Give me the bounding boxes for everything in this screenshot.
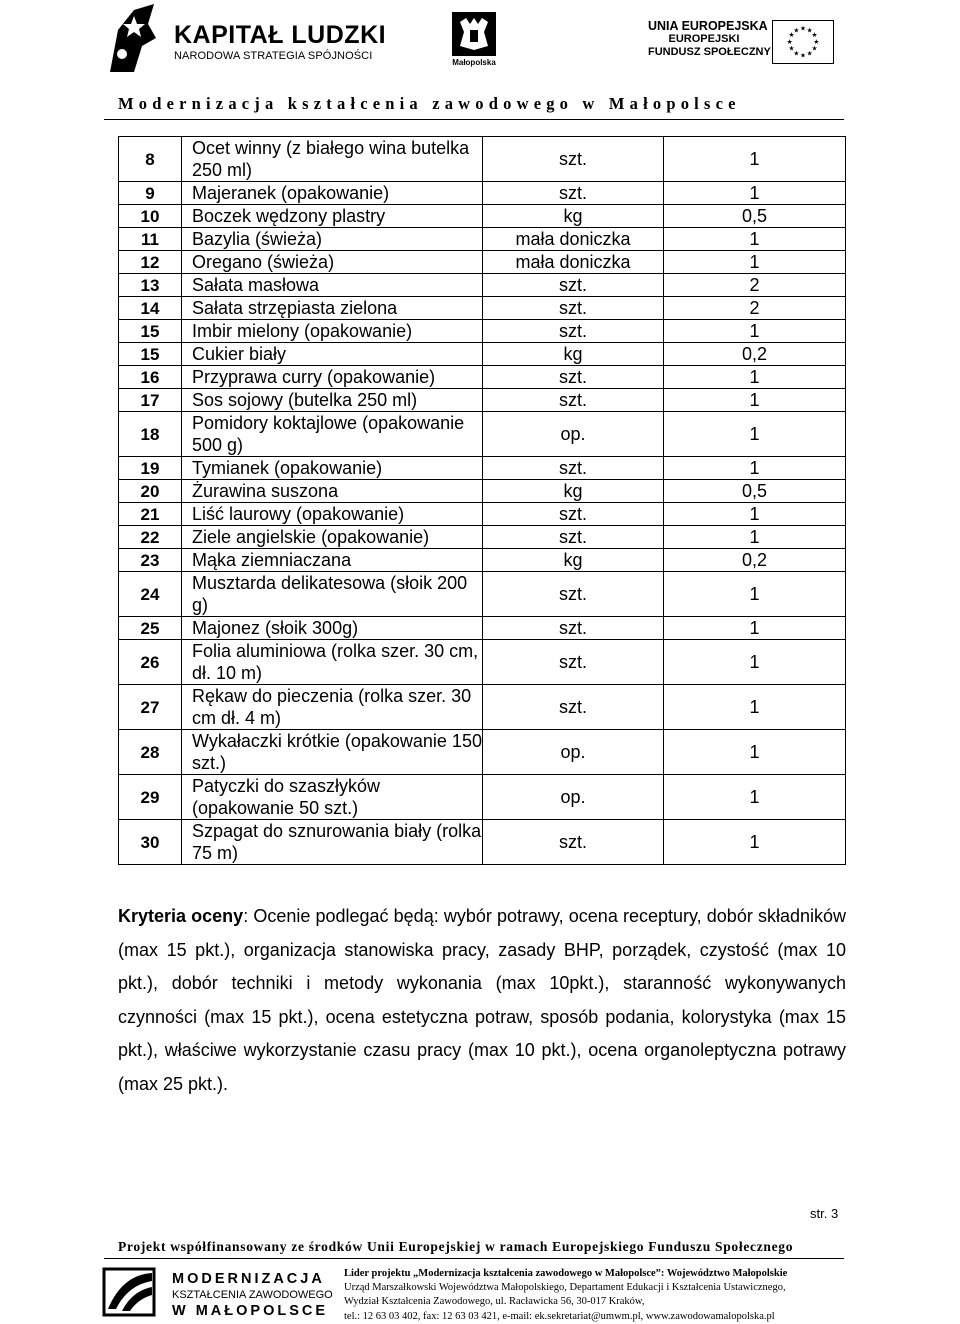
- row-number: 11: [119, 228, 182, 251]
- item-unit: szt.: [483, 572, 664, 617]
- leader-line-2: Urząd Marszałkowski Województwa Małopolskiego, Departament Edukacji i Kształcenia Ustawicznego,: [344, 1282, 786, 1294]
- header-divider: [104, 119, 844, 120]
- item-quantity: 1: [664, 228, 846, 251]
- item-unit: szt.: [483, 182, 664, 205]
- item-unit: szt.: [483, 366, 664, 389]
- item-name: Majonez (słoik 300g): [182, 617, 483, 640]
- table-row: [119, 389, 846, 412]
- table-row: [119, 182, 846, 205]
- criteria-text: : Ocenie podlegać będą: wybór potrawy, ocena receptury, dobór składników (max 15 pkt.), organizacja stanowiska pracy, zasady BHP, porządek, czystość (max 10 pkt.), dobór techniki i metody wykonania (max 10pkt.), staranność wykonywanych czynności (max 15 pkt.), ocena estetyczna potraw, sposób podania, kolorystyka (max 15 pkt.), właściwe wykorzystanie czasu pracy (max 10 pkt.), ocena organoleptyczna potrawy (max 25 pkt.).: [118, 906, 846, 1094]
- eu-line-3: FUNDUSZ SPOŁECZNY: [648, 46, 771, 58]
- row-number: 15: [119, 320, 182, 343]
- row-number: 27: [119, 685, 182, 730]
- leader-line-3: Wydział Kształcenia Zawodowego, ul. Racławicka 56, 30-017 Kraków,: [344, 1296, 645, 1308]
- item-name: Sos sojowy (butelka 250 ml): [182, 389, 483, 412]
- table-row: [119, 730, 846, 775]
- table-row: [119, 549, 846, 572]
- item-quantity: 1: [664, 685, 846, 730]
- item-name: Patyczki do szaszłyków (opakowanie 50 szt.): [182, 775, 483, 820]
- item-quantity: 2: [664, 297, 846, 320]
- row-number: 28: [119, 730, 182, 775]
- item-name: Oregano (świeża): [182, 251, 483, 274]
- item-quantity: 1: [664, 503, 846, 526]
- eu-line-1: UNIA EUROPEJSKA: [648, 19, 768, 33]
- table-row: [119, 457, 846, 480]
- item-unit: kg: [483, 205, 664, 228]
- leader-line-4: tel.: 12 63 03 402, fax: 12 63 03 421, e-mail: ek.sekretariat@umwm.pl, www.zawodowamalopolska.pl: [344, 1310, 775, 1322]
- kapital-ludzki-logo: [104, 2, 387, 78]
- item-name: Musztarda delikatesowa (słoik 200 g): [182, 572, 483, 617]
- item-name: Majeranek (opakowanie): [182, 182, 483, 205]
- row-number: 23: [119, 549, 182, 572]
- item-unit: szt.: [483, 297, 664, 320]
- item-name: Szpagat do sznurowania biały (rolka 75 m): [182, 820, 483, 865]
- eu-flag-icon: [772, 20, 834, 64]
- item-unit: op.: [483, 730, 664, 775]
- malopolska-label: Małopolska: [452, 58, 496, 67]
- item-name: Ocet winny (z białego wina butelka 250 ml): [182, 137, 483, 182]
- table-row: [119, 274, 846, 297]
- table-row: [119, 572, 846, 617]
- item-unit: szt.: [483, 685, 664, 730]
- item-name: Boczek wędzony plastry: [182, 205, 483, 228]
- item-name: Liść laurowy (opakowanie): [182, 503, 483, 526]
- table-row: [119, 343, 846, 366]
- item-unit: kg: [483, 343, 664, 366]
- row-number: 16: [119, 366, 182, 389]
- item-quantity: 1: [664, 137, 846, 182]
- eu-text: [648, 19, 771, 59]
- svg-text:★: ★: [806, 49, 813, 58]
- table-row: [119, 503, 846, 526]
- item-name: Mąka ziemniaczana: [182, 549, 483, 572]
- modernizacja-line-3: W MAŁOPOLSCE: [172, 1303, 329, 1319]
- ingredients-table: [118, 136, 846, 865]
- item-quantity: 1: [664, 457, 846, 480]
- item-quantity: 1: [664, 251, 846, 274]
- modernizacja-logo: [102, 1265, 332, 1323]
- row-number: 26: [119, 640, 182, 685]
- item-name: Wykałaczki krótkie (opakowanie 150 szt.): [182, 730, 483, 775]
- malopolska-emblem-icon: [452, 12, 496, 56]
- item-quantity: 1: [664, 775, 846, 820]
- evaluation-criteria: [118, 900, 846, 1102]
- item-name: Ziele angielskie (opakowanie): [182, 526, 483, 549]
- row-number: 9: [119, 182, 182, 205]
- item-quantity: 1: [664, 730, 846, 775]
- leader-line-1: Lider projektu „Modernizacja kształcenia zawodowego w Małopolsce”: Województwo Małopolskie: [344, 1268, 788, 1279]
- item-quantity: 1: [664, 389, 846, 412]
- item-quantity: 1: [664, 640, 846, 685]
- item-unit: szt.: [483, 640, 664, 685]
- item-unit: op.: [483, 775, 664, 820]
- item-quantity: 1: [664, 617, 846, 640]
- item-quantity: 1: [664, 820, 846, 865]
- row-number: 24: [119, 572, 182, 617]
- item-name: Sałata strzępiasta zielona: [182, 297, 483, 320]
- modernizacja-emblem-icon: [102, 1265, 160, 1319]
- malopolska-logo: [446, 12, 502, 72]
- modernizacja-line-2: KSZTAŁCENIA ZAWODOWEGO: [172, 1289, 333, 1301]
- table-row: [119, 297, 846, 320]
- footer-divider: [104, 1258, 844, 1259]
- item-name: Żurawina suszona: [182, 480, 483, 503]
- item-name: Pomidory koktajlowe (opakowanie 500 g): [182, 412, 483, 457]
- item-quantity: 0,2: [664, 549, 846, 572]
- item-quantity: 2: [664, 274, 846, 297]
- item-quantity: 1: [664, 182, 846, 205]
- table-row: [119, 685, 846, 730]
- row-number: 10: [119, 205, 182, 228]
- item-unit: op.: [483, 412, 664, 457]
- table-row: [119, 251, 846, 274]
- item-name: Przyprawa curry (opakowanie): [182, 366, 483, 389]
- criteria-label: Kryteria oceny: [118, 906, 244, 926]
- item-unit: szt.: [483, 274, 664, 297]
- table-row: [119, 526, 846, 549]
- row-number: 17: [119, 389, 182, 412]
- svg-text:★: ★: [788, 31, 795, 40]
- table-row: [119, 205, 846, 228]
- item-unit: szt.: [483, 457, 664, 480]
- svg-text:★: ★: [788, 44, 795, 53]
- item-quantity: 1: [664, 366, 846, 389]
- table-row: [119, 320, 846, 343]
- item-name: Tymianek (opakowanie): [182, 457, 483, 480]
- svg-text:★: ★: [800, 51, 806, 60]
- item-name: Cukier biały: [182, 343, 483, 366]
- modernizacja-line-1: MODERNIZACJA: [172, 1271, 325, 1287]
- table-row: [119, 820, 846, 865]
- table-row: [119, 640, 846, 685]
- table-row: [119, 617, 846, 640]
- item-unit: mała doniczka: [483, 228, 664, 251]
- row-number: 18: [119, 412, 182, 457]
- row-number: 14: [119, 297, 182, 320]
- item-name: Folia aluminiowa (rolka szer. 30 cm, dł. 10 m): [182, 640, 483, 685]
- footer-cofinancing-note: Projekt współfinansowany ze środków Unii Europejskiej w ramach Europejskiego Funduszu Społecznego: [118, 1239, 794, 1254]
- item-quantity: 1: [664, 526, 846, 549]
- item-unit: szt.: [483, 617, 664, 640]
- kl-title: KAPITAŁ LUDZKI: [174, 21, 387, 49]
- eu-logo: [648, 20, 848, 66]
- item-quantity: 0,2: [664, 343, 846, 366]
- item-name: Sałata masłowa: [182, 274, 483, 297]
- svg-text:★: ★: [813, 37, 820, 46]
- svg-text:★: ★: [793, 26, 800, 35]
- table-row: [119, 412, 846, 457]
- item-name: Imbir mielony (opakowanie): [182, 320, 483, 343]
- svg-text:★: ★: [800, 24, 806, 33]
- header-project-title: Modernizacja kształcenia zawodowego w Małopolsce: [118, 94, 741, 113]
- item-quantity: 1: [664, 572, 846, 617]
- item-quantity: 0,5: [664, 205, 846, 228]
- row-number: 20: [119, 480, 182, 503]
- ingredients-table-body: [119, 137, 846, 865]
- item-unit: kg: [483, 549, 664, 572]
- row-number: 8: [119, 137, 182, 182]
- svg-text:★: ★: [786, 37, 793, 46]
- item-quantity: 0,5: [664, 480, 846, 503]
- item-unit: kg: [483, 480, 664, 503]
- table-row: [119, 137, 846, 182]
- row-number: 15: [119, 343, 182, 366]
- item-unit: szt.: [483, 526, 664, 549]
- row-number: 25: [119, 617, 182, 640]
- row-number: 19: [119, 457, 182, 480]
- item-unit: szt.: [483, 137, 664, 182]
- kapital-ludzki-emblem-icon: [104, 2, 160, 74]
- table-row: [119, 366, 846, 389]
- item-unit: szt.: [483, 503, 664, 526]
- kl-subtitle: NARODOWA STRATEGIA SPÓJNOŚCI: [174, 50, 373, 62]
- item-unit: szt.: [483, 389, 664, 412]
- item-unit: mała doniczka: [483, 251, 664, 274]
- svg-text:★: ★: [806, 26, 813, 35]
- item-quantity: 1: [664, 320, 846, 343]
- row-number: 29: [119, 775, 182, 820]
- row-number: 30: [119, 820, 182, 865]
- table-row: [119, 775, 846, 820]
- item-quantity: 1: [664, 412, 846, 457]
- item-name: Bazylia (świeża): [182, 228, 483, 251]
- svg-text:★: ★: [811, 44, 818, 53]
- row-number: 12: [119, 251, 182, 274]
- item-unit: szt.: [483, 820, 664, 865]
- project-leader-info: [344, 1267, 856, 1324]
- table-row: [119, 480, 846, 503]
- eu-line-2: EUROPEJSKI: [668, 33, 740, 45]
- table-row: [119, 228, 846, 251]
- row-number: 21: [119, 503, 182, 526]
- item-unit: szt.: [483, 320, 664, 343]
- row-number: 13: [119, 274, 182, 297]
- page-number: str. 3: [810, 1206, 839, 1221]
- row-number: 22: [119, 526, 182, 549]
- svg-text:★: ★: [793, 49, 800, 58]
- item-name: Rękaw do pieczenia (rolka szer. 30 cm dł. 4 m): [182, 685, 483, 730]
- svg-text:★: ★: [811, 31, 818, 40]
